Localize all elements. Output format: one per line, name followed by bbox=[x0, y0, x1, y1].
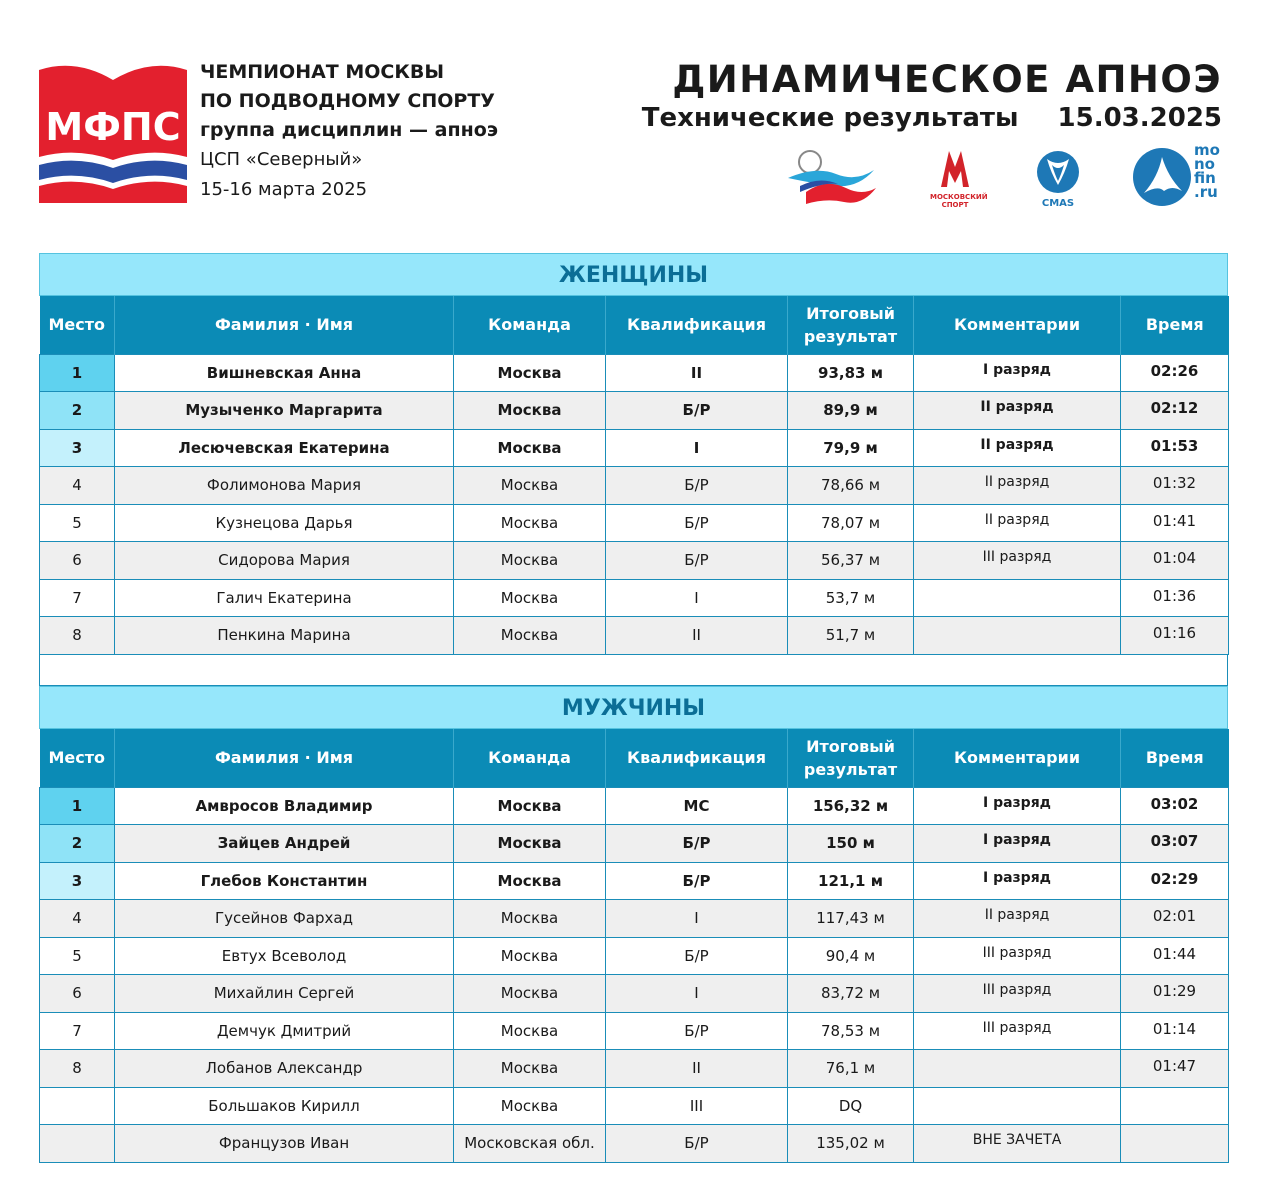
result-cell: 56,37 м bbox=[788, 542, 914, 580]
place-cell: 1 bbox=[40, 354, 115, 392]
result-cell: 51,7 м bbox=[788, 617, 914, 655]
qualification-cell: Б/Р bbox=[606, 862, 788, 900]
result-cell: 79,9 м bbox=[788, 429, 914, 467]
comment-cell: I разряд bbox=[914, 354, 1121, 392]
table-row bbox=[40, 975, 1229, 1013]
comment-cell: I разряд bbox=[914, 787, 1121, 825]
col-time: Время bbox=[1121, 296, 1229, 354]
men-header-row bbox=[40, 729, 1229, 787]
team-cell: Москва bbox=[454, 542, 606, 580]
col-comment: Комментарии bbox=[914, 296, 1121, 354]
col-qualification: Квалификация bbox=[606, 296, 788, 354]
comment-cell: III разряд bbox=[914, 937, 1121, 975]
team-cell: Москва bbox=[454, 975, 606, 1013]
comment-cell: II разряд bbox=[914, 504, 1121, 542]
qualification-cell: Б/Р bbox=[606, 392, 788, 430]
name-cell: Зайцев Андрей bbox=[115, 825, 454, 863]
comment-cell: III разряд bbox=[914, 1012, 1121, 1050]
table-row bbox=[40, 862, 1229, 900]
table-row bbox=[40, 787, 1229, 825]
comment-cell: I разряд bbox=[914, 825, 1121, 863]
col-time: Время bbox=[1121, 729, 1229, 787]
result-cell: 76,1 м bbox=[788, 1050, 914, 1088]
result-cell: 121,1 м bbox=[788, 862, 914, 900]
event-line-1: ЧЕМПИОНАТ МОСКВЫ bbox=[200, 61, 445, 83]
team-cell: Москва bbox=[454, 900, 606, 938]
table-row bbox=[40, 617, 1229, 655]
place-cell: 4 bbox=[40, 467, 115, 505]
women-results bbox=[39, 253, 1228, 686]
name-cell: Кузнецова Дарья bbox=[115, 504, 454, 542]
team-cell: Москва bbox=[454, 429, 606, 467]
result-cell: DQ bbox=[788, 1087, 914, 1125]
table-row bbox=[40, 467, 1229, 505]
col-result: Итоговый результат bbox=[788, 729, 914, 787]
name-cell: Амвросов Владимир bbox=[115, 787, 454, 825]
time-cell: 01:14 bbox=[1121, 1012, 1229, 1050]
place-cell: 1 bbox=[40, 787, 115, 825]
table-row bbox=[40, 1050, 1229, 1088]
time-cell: 01:29 bbox=[1121, 975, 1229, 1013]
moscow-sport-logo: МОСКОВСКИЙ СПОРТ bbox=[930, 147, 980, 209]
time-cell: 01:04 bbox=[1121, 542, 1229, 580]
event-info bbox=[200, 58, 498, 205]
result-cell: 150 м bbox=[788, 825, 914, 863]
comment-cell: II разряд bbox=[914, 392, 1121, 430]
result-cell: 83,72 м bbox=[788, 975, 914, 1013]
name-cell: Вишневская Анна bbox=[115, 354, 454, 392]
comment-cell: II разряд bbox=[914, 429, 1121, 467]
col-name: Фамилия · Имя bbox=[115, 296, 454, 354]
qualification-cell: I bbox=[606, 900, 788, 938]
svg-text:МФПС: МФПС bbox=[45, 105, 181, 149]
col-team: Команда bbox=[454, 729, 606, 787]
header bbox=[0, 0, 1280, 240]
time-cell: 02:26 bbox=[1121, 354, 1229, 392]
time-cell: 01:36 bbox=[1121, 579, 1229, 617]
table-row bbox=[40, 1087, 1229, 1125]
event-line-3: группа дисциплин — апноэ bbox=[200, 119, 499, 141]
qualification-cell: III bbox=[606, 1087, 788, 1125]
team-cell: Москва bbox=[454, 579, 606, 617]
time-cell: 03:07 bbox=[1121, 825, 1229, 863]
qualification-cell: Б/Р bbox=[606, 467, 788, 505]
time-cell: 02:12 bbox=[1121, 392, 1229, 430]
federation-swim-logo bbox=[786, 148, 878, 214]
monofin-text: mo no fin .ru bbox=[1194, 141, 1220, 201]
name-cell: Глебов Константин bbox=[115, 862, 454, 900]
women-table-spacer bbox=[39, 655, 1228, 686]
place-cell: 2 bbox=[40, 392, 115, 430]
comment-cell: II разряд bbox=[914, 900, 1121, 938]
name-cell: Пенкина Марина bbox=[115, 617, 454, 655]
men-results bbox=[39, 686, 1228, 1163]
result-cell: 90,4 м bbox=[788, 937, 914, 975]
name-cell: Музыченко Маргарита bbox=[115, 392, 454, 430]
place-cell: 2 bbox=[40, 825, 115, 863]
comment-cell bbox=[914, 617, 1121, 655]
col-comment: Комментарии bbox=[914, 729, 1121, 787]
place-cell: 4 bbox=[40, 900, 115, 938]
time-cell: 01:53 bbox=[1121, 429, 1229, 467]
event-venue: ЦСП «Северный» bbox=[200, 149, 363, 170]
time-cell bbox=[1121, 1125, 1229, 1163]
result-cell: 78,66 м bbox=[788, 467, 914, 505]
team-cell: Москва bbox=[454, 1012, 606, 1050]
team-cell: Москва bbox=[454, 504, 606, 542]
team-cell: Москва bbox=[454, 617, 606, 655]
place-cell: 5 bbox=[40, 937, 115, 975]
name-cell: Гусейнов Фархад bbox=[115, 900, 454, 938]
team-cell: Москва bbox=[454, 825, 606, 863]
team-cell: Москва bbox=[454, 354, 606, 392]
women-table bbox=[39, 296, 1229, 655]
qualification-cell: II bbox=[606, 617, 788, 655]
team-cell: Москва bbox=[454, 787, 606, 825]
time-cell: 01:47 bbox=[1121, 1050, 1229, 1088]
qualification-cell: I bbox=[606, 579, 788, 617]
time-cell: 01:32 bbox=[1121, 467, 1229, 505]
result-cell: 135,02 м bbox=[788, 1125, 914, 1163]
place-cell: 7 bbox=[40, 579, 115, 617]
comment-cell: II разряд bbox=[914, 467, 1121, 505]
name-cell: Сидорова Мария bbox=[115, 542, 454, 580]
table-row bbox=[40, 937, 1229, 975]
men-table-body bbox=[40, 787, 1229, 1162]
time-cell: 01:44 bbox=[1121, 937, 1229, 975]
table-row bbox=[40, 1125, 1229, 1163]
team-cell: Москва bbox=[454, 862, 606, 900]
subtitle-text: Технические результаты bbox=[641, 103, 1019, 133]
women-header-row bbox=[40, 296, 1229, 354]
result-cell: 78,07 м bbox=[788, 504, 914, 542]
comment-cell bbox=[914, 579, 1121, 617]
subtitle bbox=[642, 102, 1222, 134]
monofin-logo bbox=[1132, 147, 1192, 211]
col-team: Команда bbox=[454, 296, 606, 354]
place-cell bbox=[40, 1125, 115, 1163]
team-cell: Московская обл. bbox=[454, 1125, 606, 1163]
place-cell bbox=[40, 1087, 115, 1125]
place-cell: 3 bbox=[40, 862, 115, 900]
event-dates: 15-16 марта 2025 bbox=[200, 179, 368, 200]
qualification-cell: II bbox=[606, 354, 788, 392]
col-qualification: Квалификация bbox=[606, 729, 788, 787]
result-cell: 93,83 м bbox=[788, 354, 914, 392]
team-cell: Москва bbox=[454, 1087, 606, 1125]
place-cell: 3 bbox=[40, 429, 115, 467]
qualification-cell: Б/Р bbox=[606, 1125, 788, 1163]
event-line-2: ПО ПОДВОДНОМУ СПОРТУ bbox=[200, 90, 495, 112]
comment-cell: ВНЕ ЗАЧЕТА bbox=[914, 1125, 1121, 1163]
qualification-cell: МС bbox=[606, 787, 788, 825]
team-cell: Москва bbox=[454, 392, 606, 430]
women-table-body bbox=[40, 354, 1229, 654]
name-cell: Французов Иван bbox=[115, 1125, 454, 1163]
col-name: Фамилия · Имя bbox=[115, 729, 454, 787]
qualification-cell: Б/Р bbox=[606, 937, 788, 975]
name-cell: Михайлин Сергей bbox=[115, 975, 454, 1013]
qualification-cell: Б/Р bbox=[606, 825, 788, 863]
mfps-logo bbox=[39, 62, 187, 203]
time-cell: 01:16 bbox=[1121, 617, 1229, 655]
name-cell: Демчук Дмитрий bbox=[115, 1012, 454, 1050]
col-place: Место bbox=[40, 729, 115, 787]
name-cell: Лобанов Александр bbox=[115, 1050, 454, 1088]
table-row bbox=[40, 1012, 1229, 1050]
women-section-title: ЖЕНЩИНЫ bbox=[39, 253, 1228, 296]
discipline-title: ДИНАМИЧЕСКОЕ АПНОЭ bbox=[672, 58, 1222, 101]
qualification-cell: Б/Р bbox=[606, 1012, 788, 1050]
result-cell: 156,32 м bbox=[788, 787, 914, 825]
col-place: Место bbox=[40, 296, 115, 354]
col-result: Итоговый результат bbox=[788, 296, 914, 354]
time-cell bbox=[1121, 1087, 1229, 1125]
time-cell: 02:01 bbox=[1121, 900, 1229, 938]
result-cell: 53,7 м bbox=[788, 579, 914, 617]
table-row bbox=[40, 900, 1229, 938]
table-row bbox=[40, 825, 1229, 863]
name-cell: Большаков Кирилл bbox=[115, 1087, 454, 1125]
comment-cell: III разряд bbox=[914, 542, 1121, 580]
qualification-cell: I bbox=[606, 975, 788, 1013]
table-row bbox=[40, 354, 1229, 392]
name-cell: Лесючевская Екатерина bbox=[115, 429, 454, 467]
qualification-cell: I bbox=[606, 429, 788, 467]
place-cell: 7 bbox=[40, 1012, 115, 1050]
time-cell: 03:02 bbox=[1121, 787, 1229, 825]
time-cell: 02:29 bbox=[1121, 862, 1229, 900]
place-cell: 6 bbox=[40, 975, 115, 1013]
table-row bbox=[40, 392, 1229, 430]
name-cell: Фолимонова Мария bbox=[115, 467, 454, 505]
result-cell: 89,9 м bbox=[788, 392, 914, 430]
place-cell: 6 bbox=[40, 542, 115, 580]
sponsor-logos bbox=[780, 141, 1230, 215]
table-row bbox=[40, 579, 1229, 617]
men-section-title: МУЖЧИНЫ bbox=[39, 686, 1228, 729]
competition-date: 15.03.2025 bbox=[1057, 103, 1222, 133]
place-cell: 8 bbox=[40, 617, 115, 655]
result-cell: 78,53 м bbox=[788, 1012, 914, 1050]
comment-cell bbox=[914, 1087, 1121, 1125]
comment-cell: III разряд bbox=[914, 975, 1121, 1013]
place-cell: 5 bbox=[40, 504, 115, 542]
table-row bbox=[40, 542, 1229, 580]
qualification-cell: Б/Р bbox=[606, 542, 788, 580]
page-title bbox=[642, 58, 1222, 134]
name-cell: Галич Екатерина bbox=[115, 579, 454, 617]
result-cell: 117,43 м bbox=[788, 900, 914, 938]
qualification-cell: Б/Р bbox=[606, 504, 788, 542]
team-cell: Москва bbox=[454, 937, 606, 975]
qualification-cell: II bbox=[606, 1050, 788, 1088]
men-table bbox=[39, 729, 1229, 1163]
name-cell: Евтух Всеволод bbox=[115, 937, 454, 975]
team-cell: Москва bbox=[454, 1050, 606, 1088]
table-row bbox=[40, 504, 1229, 542]
time-cell: 01:41 bbox=[1121, 504, 1229, 542]
comment-cell: I разряд bbox=[914, 862, 1121, 900]
table-row bbox=[40, 429, 1229, 467]
team-cell: Москва bbox=[454, 467, 606, 505]
place-cell: 8 bbox=[40, 1050, 115, 1088]
cmas-logo: CMAS bbox=[1034, 149, 1082, 209]
comment-cell bbox=[914, 1050, 1121, 1088]
